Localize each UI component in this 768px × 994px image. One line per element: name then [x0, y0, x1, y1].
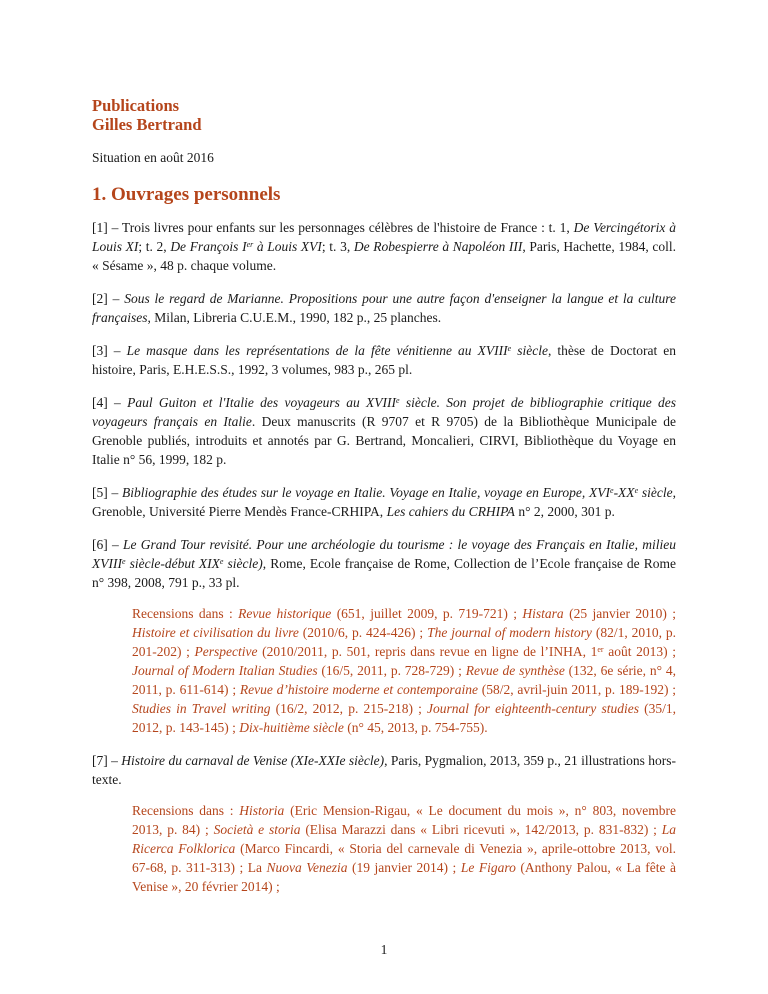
author-name: Gilles Bertrand: [92, 115, 202, 134]
reviews-entry-6: Recensions dans : Revue historique (651, juillet 2009, p. 719-721) ; Histara (25 janvier 2010) ; Histoire et civilisation du livre (2010/6, p. 424-426) ; The journal of modern history (82/1, 2010, p. 201-202) ; Perspective (2010/2011, p. 501, repris dans revue en ligne de l’INHA, 1er août 2013) ; Journal of Modern Italian Studies (16/5, 2011, p. 728-729) ; Revue de synthèse (132, 6e série, n° 4, 2011, p. 611-614) ; Revue d’histoire moderne et contemporaine (58/2, avril-juin 2011, p. 189-192) ; Studies in Travel writing (16/2, 2012, p. 215-218) ; Journal for eighteenth-century studies (35/1, 2012, p. 143-145) ; Dix-huitième siècle (n° 45, 2013, p. 754-755).: [132, 606, 676, 735]
situation-date: Situation en août 2016: [92, 150, 214, 165]
page-number: 1: [380, 942, 388, 957]
publication-entry-3: [3] – Le masque dans les représentations de la fête vénitienne au XVIIIe siècle, thèse de Doctorat en histoire, Paris, E.H.E.S.S., 1992, 3 volumes, 983 p., 265 pl.: [92, 343, 677, 377]
document-title: [92, 96, 676, 134]
publication-entry-6: [6] – Le Grand Tour revisité. Pour une archéologie du tourisme : le voyage des Français en Italie, milieu XVIIIe siècle-début XIXe siècle), Rome, Ecole française de Rome, Collection de l’Ecole française de Rome n° 398, 2008, 791 p., 33 pl.: [92, 537, 676, 590]
publication-entry-2: [2] – Sous le regard de Marianne. Propositions pour une autre façon d'enseigner la langue et la culture françaises, Milan, Libreria C.U.E.M., 1990, 182 p., 25 planches.: [92, 291, 676, 325]
publication-entry-5: [5] – Bibliographie des études sur le voyage en Italie. Voyage en Italie, voyage en Europe, XVIe-XXe siècle, Grenoble, Université Pierre Mendès France-CRHIPA, Les cahiers du CRHIPA n° 2, 2000, 301 p.: [92, 485, 676, 519]
page-content: [92, 96, 676, 896]
title-line-1: Publications: [92, 96, 180, 115]
publication-entry-1: [1] – Trois livres pour enfants sur les personnages célèbres de l'histoire de France : t. 1, De Vercingétorix à Louis XI; t. 2, De François Ier à Louis XVI; t. 3, De Robespierre à Napoléon III, Paris, Hachette, 1984, coll. « Sésame », 48 p. chaque volume.: [92, 220, 677, 273]
reviews-entry-7: Recensions dans : Historia (Eric Mension-Rigau, « Le document du mois », n° 803, novembre 2013, p. 84) ; Società e storia (Elisa Marazzi dans « Libri ricevuti », 142/2013, p. 831-832) ; La Ricerca Folklorica (Marco Fincardi, « Storia del carnevale di Venezia », aprile-ottobre 2013, vol. 67-68, p. 311-313) ; La Nuova Venezia (19 janvier 2014) ; Le Figaro (Anthony Palou, « La fête à Venise », 20 février 2014) ;: [132, 803, 677, 894]
section-heading: 1. Ouvrages personnels: [92, 184, 281, 205]
publication-entry-7: [7] – Histoire du carnaval de Venise (XIe-XXIe siècle), Paris, Pygmalion, 2013, 359 p., 21 illustrations hors-texte.: [92, 753, 676, 787]
publication-entry-4: [4] – Paul Guiton et l'Italie des voyageurs au XVIIIe siècle. Son projet de bibliographie critique des voyageurs français en Italie. Deux manuscrits (R 9707 et R 9705) de la Bibliothèque Municipale de Grenoble publiés, introduits et annotés par G. Bertrand, Moncalieri, CIRVI, Bibliothèque du Voyage en Italie n° 56, 1999, 182 p.: [92, 395, 676, 467]
